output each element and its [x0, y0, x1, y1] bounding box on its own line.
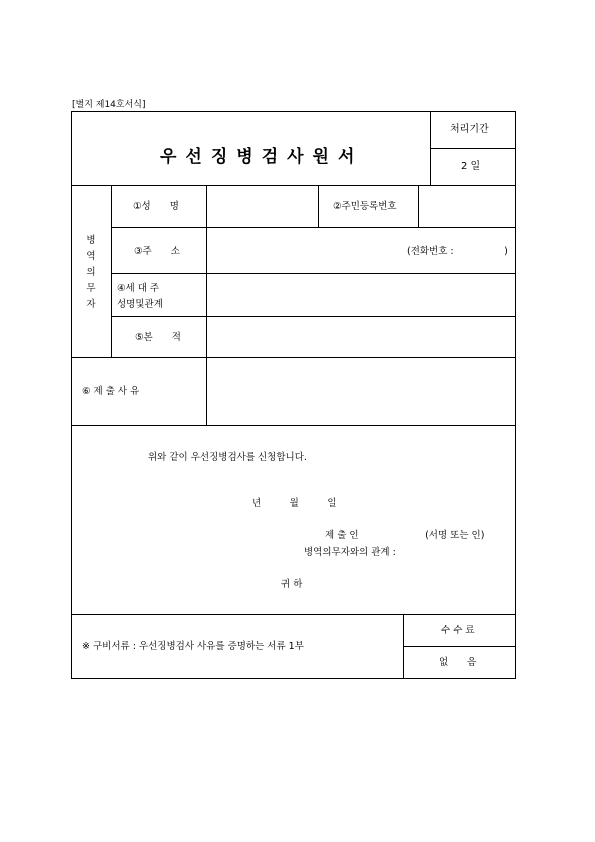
- registry-label: ⑤본 적: [135, 332, 181, 343]
- name-field[interactable]: [207, 186, 317, 226]
- application-statement: 위와 같이 우선징병검사를 신청합니다.: [148, 452, 307, 463]
- reason-field[interactable]: [207, 358, 515, 424]
- attachments-note: ※ 구비서류 : 우선징병검사 사유를 증명하는 서류 1부: [82, 641, 304, 652]
- fee-label: 수 수 료: [441, 625, 475, 636]
- address-label: ③주 소: [134, 246, 180, 257]
- relation-line: 병역의무자와의 관계 :: [304, 547, 396, 558]
- reason-label: ⑥ 제 출 사 유: [82, 386, 140, 397]
- date-line: 년 월 일: [252, 498, 337, 509]
- household-field[interactable]: [207, 274, 515, 315]
- submitter-line: 제 출 인 (서명 또는 인): [325, 530, 485, 541]
- processing-period-value: 2 일: [461, 161, 481, 172]
- household-relation-label: 성명및관계: [117, 299, 163, 310]
- rrn-label: ②주민등록번호: [333, 201, 397, 212]
- form-number-label: [별지 제14호서식]: [72, 100, 146, 110]
- registry-field[interactable]: [207, 317, 515, 357]
- conscript-label: 병 역 의 무 자: [86, 235, 96, 310]
- rrn-field[interactable]: [419, 186, 515, 226]
- form-title: 우선징병검사원서: [160, 147, 364, 167]
- household-head-label: ④세 대 주: [117, 283, 160, 294]
- processing-period-label: 처리기간: [450, 124, 489, 135]
- fee-value: 없 음: [439, 657, 477, 668]
- recipient-line: 귀 하: [281, 579, 303, 590]
- name-label: ①성 명: [133, 201, 179, 212]
- phone-label: (전화번호 : ): [407, 246, 508, 257]
